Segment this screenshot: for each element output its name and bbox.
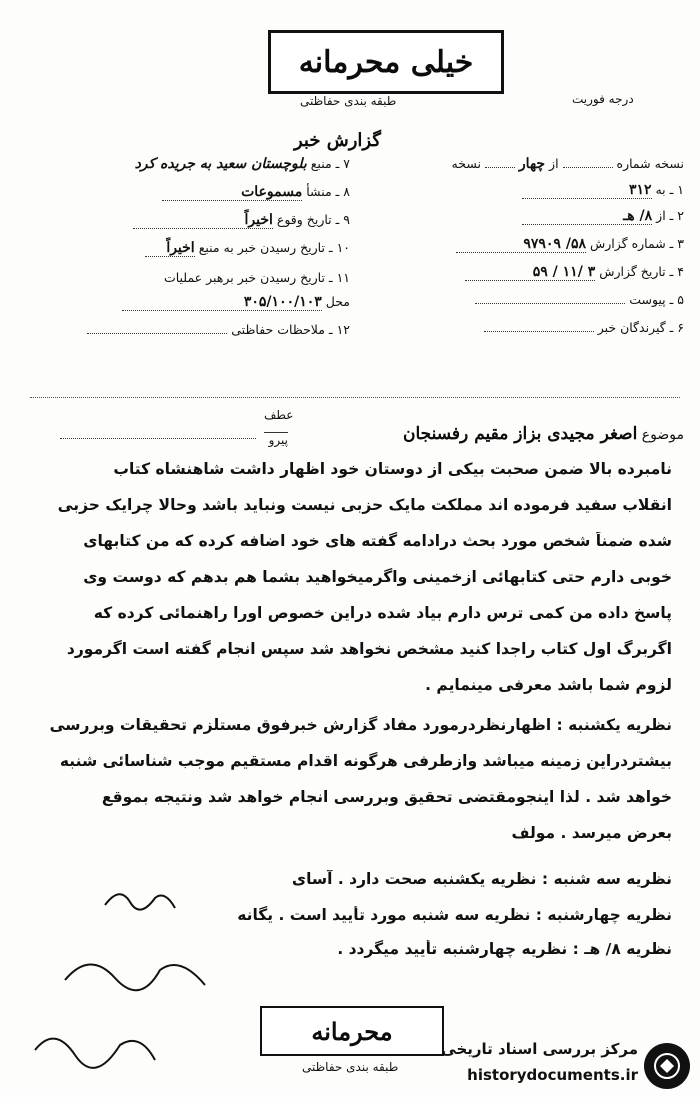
body-line: خوبی دارم حتی کتابهائی ازخمینی واگرمیخواهید بشما هم بدهم که دوست وی [83,568,672,586]
field-to: ۱ ـ به ۳۱۲ [522,182,685,199]
body-line: نامبرده بالا ضمن صحبت بیکی از دوستان خود اظهار داشت شاهنشاه کتاب [113,460,672,478]
report-title: گزارش خبر [294,130,381,151]
field-recipients: ۶ ـ گیرندگان خبر [484,320,684,335]
classification-label-bottom: طبقه بندی حفاظتی [302,1060,399,1074]
priority-label: درجه فوریت [572,92,634,106]
signature-1 [100,880,180,920]
body-line: لزوم شما باشد معرفی مینمایم . [425,676,672,694]
opinion-line: بیشتردراین زمینه میباشد وازطرفی هرگونه اقدام مستقیم موجب شناسائی شنبه [59,752,672,770]
subject-row: موضوع اصغر مجیدی بزاز مقیم رفسنجان [403,424,684,444]
field-copy-no: نسخه شماره از چهار نسخه [451,156,684,172]
classification-label: طبقه بندی حفاظتی [300,94,397,108]
field-report-no: ۳ ـ شماره گزارش ۵۸/ ۹۷۹۰۹ [456,236,684,253]
divider [30,397,680,398]
body-line: شده ضمناً شخص مورد بحث درادامه گفته های خود اضافه کرده که من کتابهای [83,532,672,550]
classification-stamp-bottom [260,1006,444,1056]
subject-side-top: عطف [264,408,294,422]
classification-stamp-text: خیلی محرمانه [298,44,474,80]
field-security-notes: ۱۲ ـ ملاحظات حفاظتی [87,322,350,337]
body-line: پاسخ داده من کمی ترس دارم بیاد شده دراین خصوص اورا راهنمائی کرده که [93,604,672,622]
field-event-date: ۹ ـ تاریخ وقوع اخیراً [133,212,350,229]
opinion-line: خواهد شد . لذا اینجومقتضی تحقیق وبررسی انجام خواهد شد ونتیجه بموقع [101,788,672,806]
watermark-logo-icon [644,1043,690,1089]
field-origin: ۸ ـ منشأ مسموعات [162,184,350,201]
opinion-line: نظریه سه شنبه : نظریه یکشنبه صحت دارد . آسای [291,870,672,888]
field-from: ۲ ـ از ۸/ هـ [522,208,684,225]
opinion-line: بعرض میرسد . مولف [511,824,672,842]
field-attachment: ۵ ـ پیوست [475,292,684,307]
field-ops-date: ۱۱ ـ تاریخ رسیدن خبر برهبر عملیات [163,270,350,285]
signature-2 [60,940,210,1000]
watermark-line2: historydocuments.ir [467,1066,638,1084]
classification-stamp-bottom-text: محرمانه [311,1016,393,1046]
field-receipt-date: ۱۰ ـ تاریخ رسیدن خبر به منبع اخیراً [145,240,350,257]
body-line: اگربرگ اول کتاب راجدا کنید مشخص نخواهد شد سپس انجام گفته است اگرمورد [66,640,672,658]
subject-side-bottom: پیرو [264,432,288,447]
body-line: انقلاب سفید فرموده اند مملکت مایک حزبی نیست ونباید باشد وحالا چرایک حزبی [57,496,672,514]
subject-dotted-line [60,438,256,439]
signature-3 [30,1020,160,1070]
field-report-date: ۴ ـ تاریخ گزارش ۳ /۱۱ / ۵۹ [465,264,684,281]
watermark-line1: مرکز بررسی اسناد تاریخی [441,1040,638,1058]
classification-stamp-top [268,30,504,94]
opinion-line: نظریه یکشنبه : اظهارنظردرمورد مفاد گزارش خبرفوق مستلزم تحقیقات وبررسی [49,716,672,734]
field-source: ۷ ـ منبع بلوچستان سعید به جریده کرد [134,156,350,172]
opinion-line: نظریه چهارشنبه : نظریه سه شنبه مورد تأیید است . یگانه [237,906,672,924]
field-place: محل ۳۰۵/۱۰۰/۱۰۳ [122,294,350,311]
opinion-line: نظریه ۸/ هـ : نظریه چهارشنبه تأیید میگردد . [337,940,672,958]
